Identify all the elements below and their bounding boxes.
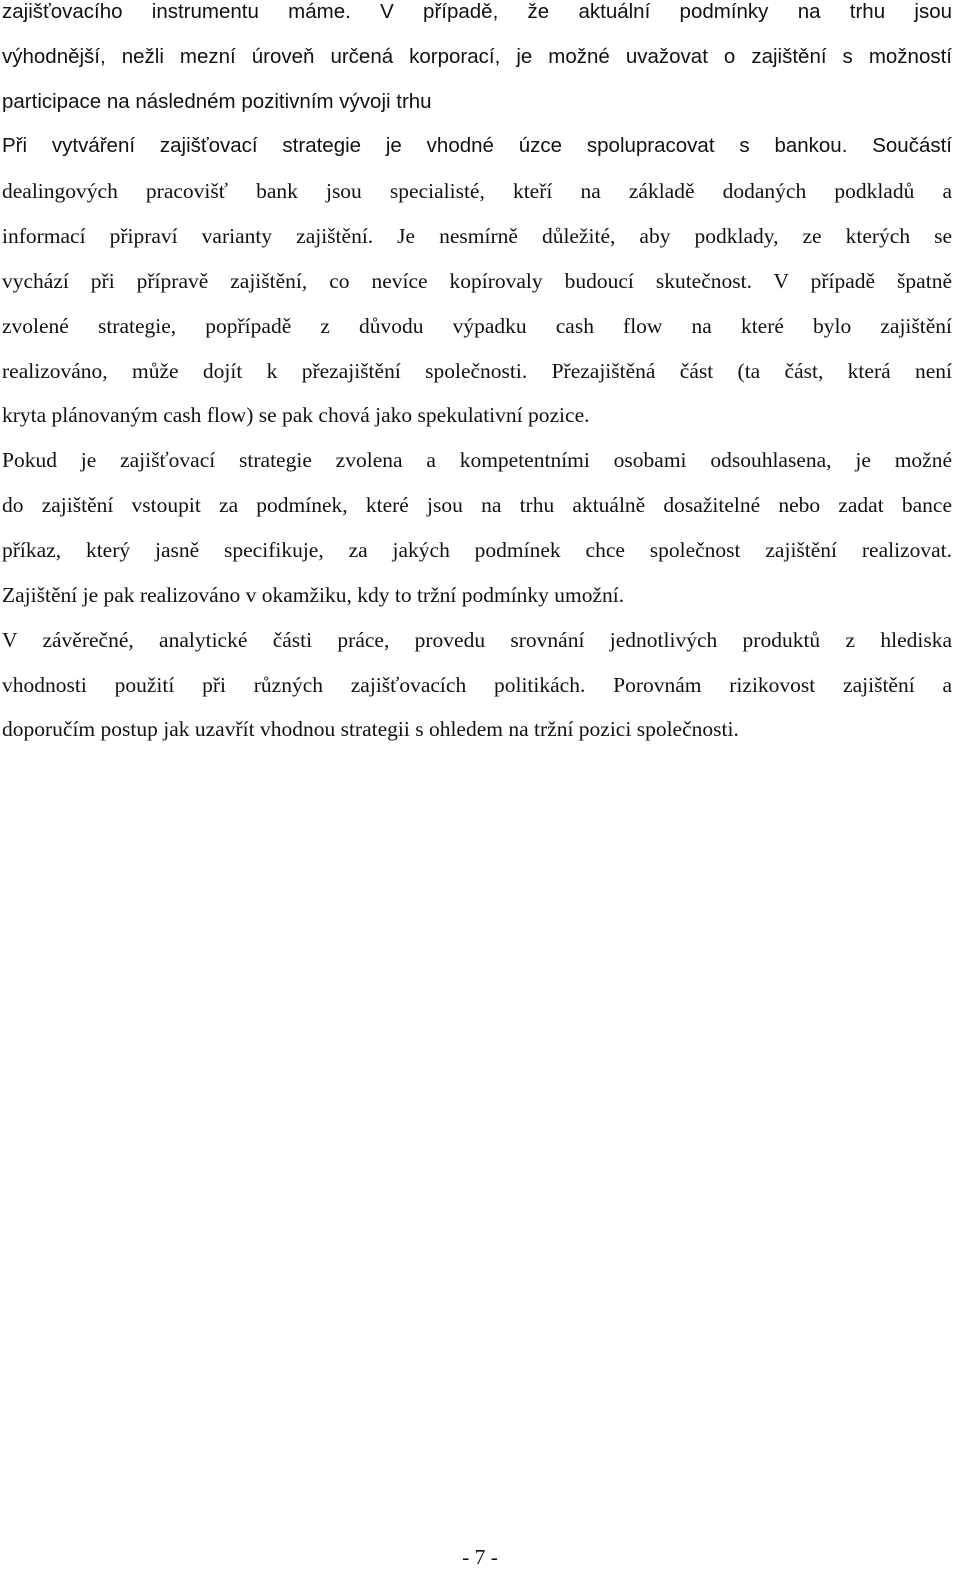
text-line: Pokud je zajišťovací strategie zvolena a kompetentními osobami odsouhlasena, je možné (2, 448, 952, 472)
text-line: informací připraví varianty zajištění. Je nesmírně důležité, aby podklady, ze kterých se (2, 224, 952, 248)
text-line: dealingových pracovišť bank jsou specialisté, kteří na základě dodaných podkladů a (2, 179, 952, 203)
text-line: V závěrečné, analytické části práce, provedu srovnání jednotlivých produktů z hlediska (2, 628, 952, 652)
text-line: Zajištění je pak realizováno v okamžiku, kdy to tržní podmínky umožní. (2, 583, 625, 607)
text-line: kryta plánovaným cash flow) se pak chová jako spekulativní pozice. (2, 403, 590, 427)
text-line: Při vytváření zajišťovací strategie je vhodné úzce spolupracovat s bankou. Součástí (2, 134, 952, 157)
text-line: vychází při přípravě zajištění, co nevíce kopírovaly budoucí skutečnost. V případě špatně (2, 269, 952, 293)
text-line: participace na následném pozitivním vývoji trhu (2, 90, 432, 113)
text-line: příkaz, který jasně specifikuje, za jakých podmínek chce společnost zajištění realizovat. (2, 538, 952, 562)
page-number: - 7 - (462, 1545, 498, 1569)
text-line: doporučím postup jak uzavřít vhodnou strategii s ohledem na tržní pozici společnosti. (2, 717, 739, 741)
text-line: zajišťovacího instrumentu máme. V případě, že aktuální podmínky na trhu jsou (2, 0, 952, 23)
text-line: realizováno, může dojít k přezajištění společnosti. Přezajištěná část (ta část, která není (2, 359, 952, 383)
text-line: do zajištění vstoupit za podmínek, které jsou na trhu aktuálně dosažitelné nebo zadat bance (2, 493, 952, 517)
text-line: výhodnější, nežli mezní úroveň určená korporací, je možné uvažovat o zajištění s možností (2, 45, 952, 68)
text-line: zvolené strategie, popřípadě z důvodu výpadku cash flow na které bylo zajištění (2, 314, 952, 338)
text-line: vhodnosti použití při různých zajišťovacích politikách. Porovnám rizikovost zajištění a (2, 673, 952, 697)
